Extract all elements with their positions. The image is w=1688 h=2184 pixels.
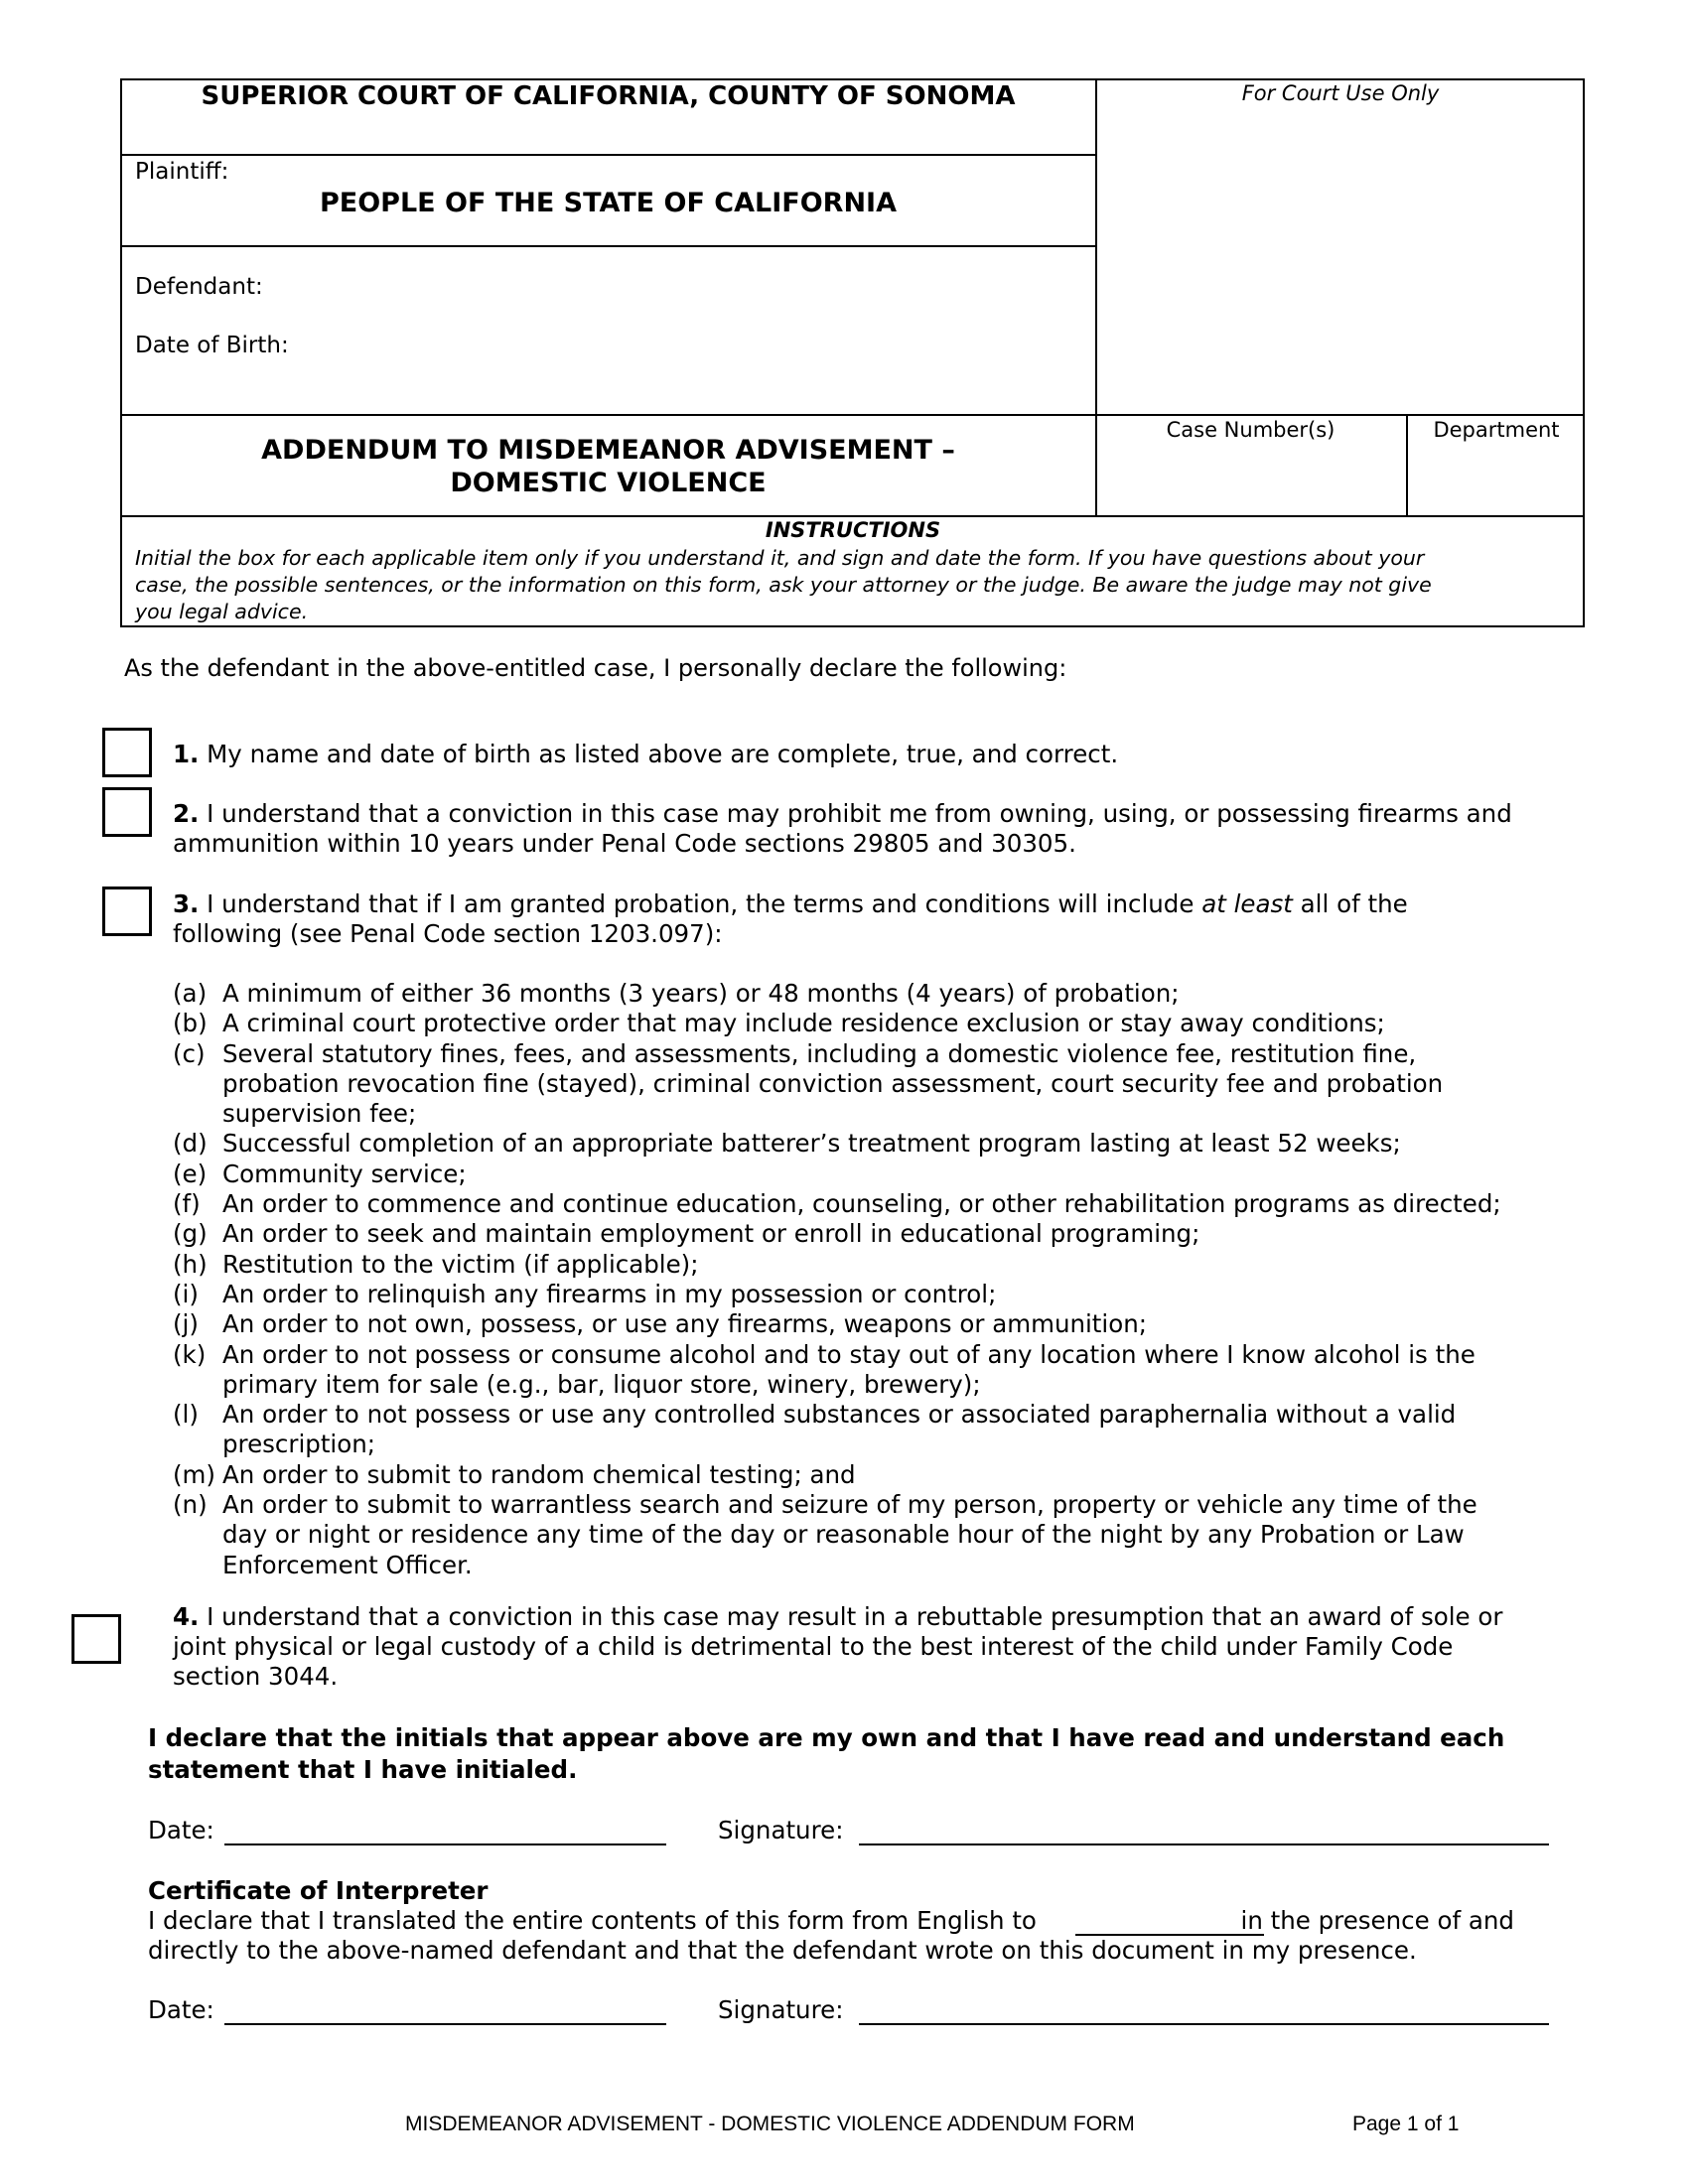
condition-letter: (n) <box>173 1490 208 1520</box>
condition-letter <box>173 1430 222 1459</box>
condition-text: Community service; <box>222 1159 467 1188</box>
condition-item <box>173 1039 1583 1069</box>
condition-letter <box>173 1520 222 1550</box>
item-4: 4. I understand that a conviction in this case may result in a rebuttable presumption that an award of sole or joint physical or legal custody of a child is detrimental to the best interest of the child under Family Code section 3044. <box>173 1602 1503 1691</box>
condition-item <box>173 1250 1583 1280</box>
instructions-text: Initial the box for each applicable item only if you understand it, and sign and date the form. If you have questions about your case, the possible sentences, or the information on this form, ask your attorney or the judge. Be aware the judge may not give you legal advice. <box>135 546 1432 623</box>
condition-text: primary item for sale (e.g., bar, liquor store, winery, brewery); <box>222 1369 981 1399</box>
condition-text: An order to commence and continue education, counseling, or other rehabilitation programs as directed; <box>222 1189 1501 1219</box>
condition-letter <box>173 1551 222 1580</box>
condition-text: An order to not possess or consume alcohol and to stay out of any location where I know alcohol is the <box>222 1339 1476 1369</box>
condition-text: An order to submit to warrantless search and seizure of my person, property or vehicle any time of the <box>222 1490 1477 1520</box>
court-use-only-label: For Court Use Only <box>1241 81 1440 105</box>
date-label: Date: <box>148 1816 214 1844</box>
condition-letter: (f) <box>173 1189 201 1219</box>
condition-letter: (b) <box>173 1009 208 1038</box>
condition-letter: (m) <box>173 1459 215 1489</box>
condition-item <box>173 1069 1583 1099</box>
item-3: 3. I understand that if I am granted probation, the terms and conditions will include at least all of the following (see Penal Code section 1203.097): <box>173 889 1408 948</box>
signature-label: Signature: <box>718 1816 844 1844</box>
divider <box>1095 78 1097 516</box>
condition-text: Several statutory fines, fees, and assessments, including a domestic violence fee, restitution fine, <box>222 1038 1417 1068</box>
condition-text: Successful completion of an appropriate batterer’s treatment program lasting at least 52 weeks; <box>222 1129 1401 1159</box>
item-2: 2. I understand that a conviction in this case may prohibit me from owning, using, or possessing firearms and ammunition within 10 years under Penal Code sections 29805 and 30305. <box>173 799 1512 858</box>
initial-box-1[interactable] <box>102 728 152 777</box>
condition-item <box>173 1189 1583 1219</box>
declaration-statement: I declare that the initials that appear above are my own and that I have read and understand each statement that I have initialed. <box>148 1723 1505 1784</box>
condition-text: A criminal court protective order that may include residence exclusion or stay away conditions; <box>222 1009 1385 1038</box>
form-title-line-1: ADDENDUM TO MISDEMEANOR ADVISEMENT – <box>261 435 955 466</box>
condition-letter <box>173 1370 222 1400</box>
condition-letter <box>173 1069 222 1099</box>
defendant-label[interactable]: Defendant: <box>135 274 263 300</box>
plaintiff-label: Plaintiff: <box>135 159 229 185</box>
condition-item <box>173 1520 1583 1550</box>
condition-text: An order to seek and maintain employment or enroll in educational programing; <box>222 1219 1200 1249</box>
divider <box>120 154 1097 156</box>
item-1: 1. My name and date of birth as listed above are complete, true, and correct. <box>173 740 1119 768</box>
divider <box>120 515 1585 517</box>
condition-text: supervision fee; <box>222 1099 417 1129</box>
condition-item <box>173 1370 1583 1400</box>
probation-conditions-list <box>173 979 1583 1580</box>
interpreter-signature-label: Signature: <box>718 1995 844 2024</box>
condition-text: day or night or residence any time of the day or reasonable hour of the night by any Probation or Law <box>222 1520 1465 1550</box>
case-number-label[interactable]: Case Number(s) <box>1166 418 1336 442</box>
footer-form-name: MISDEMEANOR ADVISEMENT - DOMESTIC VIOLENCE ADDENDUM FORM <box>405 2113 1135 2135</box>
condition-letter: (j) <box>173 1309 199 1339</box>
footer-page-number: Page 1 of 1 <box>1352 2113 1460 2135</box>
condition-item <box>173 1430 1583 1459</box>
condition-item <box>173 1309 1583 1339</box>
condition-item <box>173 1009 1583 1038</box>
condition-item <box>173 1551 1583 1580</box>
interpreter-title: Certificate of Interpreter <box>148 1876 489 1905</box>
condition-letter: (e) <box>173 1159 208 1188</box>
form-title-line-2: DOMESTIC VIOLENCE <box>450 468 767 498</box>
condition-text: Enforcement Officer. <box>222 1550 473 1579</box>
condition-item <box>173 1219 1583 1249</box>
condition-item <box>173 1490 1583 1520</box>
condition-text: prescription; <box>222 1430 376 1459</box>
divider <box>120 245 1097 247</box>
condition-text: An order to not possess or use any controlled substances or associated paraphernalia without a valid <box>222 1400 1457 1430</box>
interpreter-date-label: Date: <box>148 1995 214 2024</box>
condition-item <box>173 1099 1583 1129</box>
condition-text: An order to submit to random chemical testing; and <box>222 1459 856 1489</box>
date-of-birth-label[interactable]: Date of Birth: <box>135 333 289 358</box>
initial-box-2[interactable] <box>102 787 152 837</box>
signature-field[interactable] <box>859 1843 1549 1845</box>
condition-item <box>173 1460 1583 1490</box>
instructions-title: INSTRUCTIONS <box>765 518 941 542</box>
date-field[interactable] <box>224 1843 666 1845</box>
condition-text: A minimum of either 36 months (3 years) or 48 months (4 years) of probation; <box>222 979 1180 1008</box>
divider <box>120 414 1585 416</box>
condition-letter: (i) <box>173 1279 199 1308</box>
condition-letter: (h) <box>173 1249 208 1279</box>
condition-text: An order to relinquish any firearms in my possession or control; <box>222 1279 997 1308</box>
condition-letter: (k) <box>173 1339 207 1369</box>
interpreter-date-field[interactable] <box>224 2023 666 2025</box>
language-field[interactable] <box>1075 1934 1264 1936</box>
condition-item <box>173 1280 1583 1309</box>
condition-letter: (d) <box>173 1129 208 1159</box>
condition-item <box>173 1340 1583 1370</box>
court-name: SUPERIOR COURT OF CALIFORNIA, COUNTY OF SONOMA <box>201 81 1016 111</box>
interpreter-signature-field[interactable] <box>859 2023 1549 2025</box>
department-label[interactable]: Department <box>1433 418 1560 442</box>
condition-item <box>173 1160 1583 1189</box>
condition-item <box>173 979 1583 1009</box>
condition-letter: (g) <box>173 1219 208 1249</box>
condition-text: An order to not own, possess, or use any firearms, weapons or ammunition; <box>222 1309 1147 1339</box>
initial-box-4[interactable] <box>71 1614 121 1664</box>
plaintiff-name: PEOPLE OF THE STATE OF CALIFORNIA <box>320 188 897 218</box>
condition-letter: (l) <box>173 1400 199 1430</box>
condition-text: probation revocation fine (stayed), criminal conviction assessment, court security fee and probation <box>222 1068 1444 1098</box>
condition-item <box>173 1129 1583 1159</box>
condition-text: Restitution to the victim (if applicable); <box>222 1249 699 1279</box>
condition-item <box>173 1400 1583 1430</box>
initial-box-3[interactable] <box>102 887 152 936</box>
condition-letter: (c) <box>173 1038 206 1068</box>
interpreter-statement: I declare that I translated the entire contents of this form from English to in the presence of and directly to the above-named defendant and that the defendant wrote on this document in my presence. <box>148 1906 1514 1965</box>
condition-letter: (a) <box>173 979 208 1008</box>
condition-letter <box>173 1099 222 1129</box>
intro-statement: As the defendant in the above-entitled case, I personally declare the following: <box>124 654 1067 682</box>
